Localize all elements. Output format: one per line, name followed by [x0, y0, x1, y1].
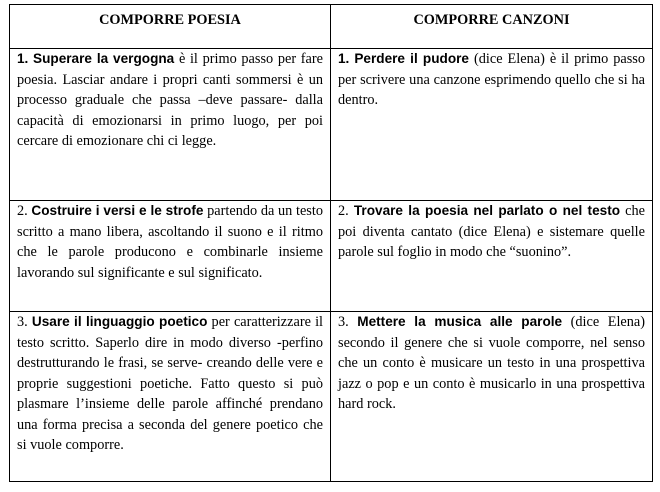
step-number: 1. — [17, 51, 29, 66]
header-comporre-poesia: COMPORRE POESIA — [10, 5, 331, 49]
step-title: Perdere il pudore — [354, 51, 469, 66]
step-text: (dice Elena) è il primo passo per scrivere una canzone esprimendo quello che si ha dentro. — [338, 51, 646, 108]
step-number: 2. — [338, 203, 349, 219]
step-title: Mettere la musica alle parole — [357, 314, 563, 329]
table-row — [10, 201, 653, 312]
table-row — [10, 312, 653, 482]
header-row — [10, 5, 653, 49]
canzoni-step-2 — [331, 201, 653, 312]
step-title: Trovare la poesia nel parlato o nel testo — [353, 203, 621, 218]
comparison-table — [9, 4, 653, 482]
canzoni-step-3 — [331, 312, 653, 482]
step-text: partendo da un testo scritto a mano libera, ascoltando il suono e il ritmo che le parole producono e combinarle insieme lavorando sul significante e sul significato. — [17, 203, 323, 281]
header-comporre-canzoni: COMPORRE CANZONI — [331, 5, 653, 49]
step-text: per caratterizzare il testo scritto. Saperlo dire in modo diverso -perfino destrutturando le frasi, se serve- creando delle vere e proprie suggestioni poetiche. Fatto questo si può plasmare l’insieme delle parole affinché prendano una forma precisa a seconda del genere poetico che si vuole comporre. — [17, 314, 324, 453]
step-title: Costruire i versi e le strofe — [31, 203, 204, 218]
poesia-step-1 — [10, 49, 331, 201]
poesia-step-2 — [10, 201, 331, 312]
step-number: 2. — [17, 203, 28, 219]
canzoni-step-1 — [331, 49, 653, 201]
step-title: Usare il linguaggio poetico — [31, 314, 208, 329]
step-number: 3. — [338, 314, 349, 330]
step-text: è il primo passo per fare poesia. Lasciar andare i propri canti sommersi è un processo graduale che passa –deve passare- dalla capacità di emozionarsi in primo luogo, per poi cercare di emozionare chi ci legge. — [17, 51, 323, 149]
step-title: Superare la vergogna — [33, 51, 175, 66]
step-text: che poi diventa cantato (dice Elena) e sistemare quelle parole sul foglio in modo che “suonino”. — [338, 203, 645, 260]
step-number: 1. — [338, 51, 350, 66]
step-text: (dice Elena) secondo il genere che si vuole comporre, nel senso che un conto è musicare un testo in una prospettiva jazz o pop e un conto è musicarlo in una prospettiva hard rock. — [338, 314, 646, 412]
step-number: 3. — [17, 314, 28, 330]
poesia-step-3 — [10, 312, 331, 482]
table-row — [10, 49, 653, 201]
